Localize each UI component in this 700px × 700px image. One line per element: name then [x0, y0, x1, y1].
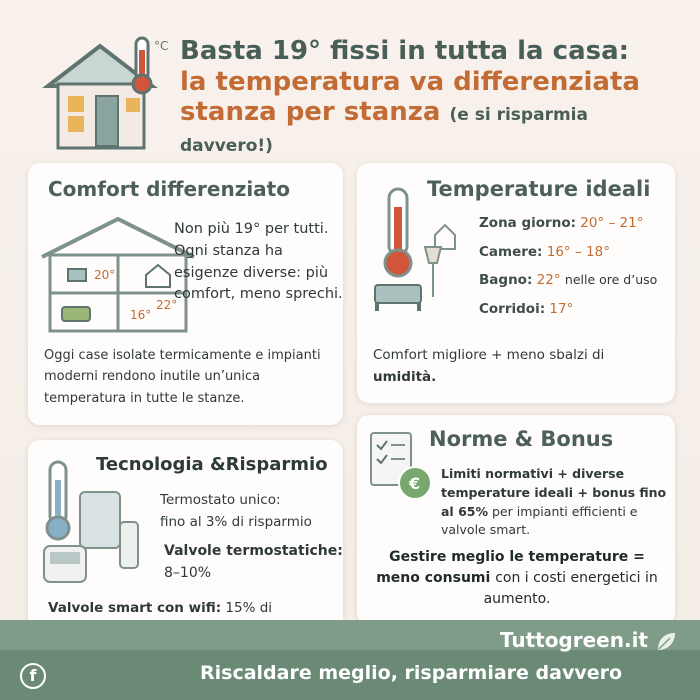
row-label: Camere:: [479, 243, 543, 260]
row-value: 22°: [536, 272, 561, 288]
facebook-icon[interactable]: f: [20, 663, 46, 689]
norms-text-rest: per impianti efficienti e valvole smart.: [441, 503, 638, 538]
valves-label: Valvole termostatiche:: [164, 543, 343, 559]
title-line-1: Basta 19° fissi in tutta la casa:: [180, 36, 630, 66]
norms-summary-c: con i costi energetici in aumento.: [483, 570, 658, 607]
tech-heading: Tecnologia &Risparmio: [96, 454, 328, 475]
ideal-row: [479, 217, 657, 231]
comfort-body: Oggi case isolate termicamente e impianti moderni rendono inutile un’unica temperatura in tutte le stanze.: [44, 348, 321, 406]
row-label: Zona giorno:: [479, 215, 576, 231]
tech-valves: [164, 540, 344, 585]
title-line-3: [180, 97, 680, 158]
thermometer-lamp-bed-icon: [369, 177, 481, 327]
tech-thermostat: [160, 490, 340, 533]
checklist-euro-icon: [367, 429, 437, 509]
svg-text:€: €: [409, 474, 421, 493]
comfort-heading: Comfort differenziato: [48, 177, 290, 201]
norms-text: [441, 465, 667, 540]
card-comfort: [28, 163, 343, 425]
row-note: nelle ore d’uso: [564, 272, 658, 287]
comfort-intro: Non più 19° per tutti. Ogni stanza ha esigenze diverse: più comfort, meno sprechi.: [174, 221, 343, 303]
ideal-row: [479, 274, 657, 288]
page-title: [180, 36, 680, 159]
card-norms-bonus: [357, 415, 675, 625]
smart-value: 15% di: [225, 600, 273, 616]
row-label: Corridoi:: [479, 300, 546, 317]
thermostat-value: fino al 3% di risparmio: [160, 513, 312, 530]
valves-value: 8–10%: [164, 565, 212, 582]
thermostat-label: Termostato unico:: [160, 492, 281, 508]
leaf-icon: [654, 630, 678, 654]
ideal-row: [479, 300, 657, 317]
ideal-list: [479, 217, 657, 331]
norms-summary-a: Gestire meglio le temperature =: [389, 549, 645, 565]
title-line-3-text: stanza per stanza: [180, 97, 441, 128]
ideal-footer: [373, 345, 663, 388]
norms-heading: Norme & Bonus: [429, 427, 614, 451]
temp-label-bath: 22°: [156, 298, 178, 312]
norms-summary-b: meno consumi: [376, 570, 491, 586]
title-line-2: la temperatura va differenziata: [180, 66, 640, 97]
smart-label: Valvole smart con wifi:: [48, 600, 222, 616]
row-label: Bagno:: [479, 272, 533, 288]
thermostat-valve-icon: [36, 452, 164, 602]
ideal-footer-b: umidità.: [373, 368, 437, 385]
row-value: 16° – 18°: [546, 243, 610, 260]
temp-label-day: 20°: [94, 268, 116, 282]
title-note: (e si risparmia davvero!): [180, 105, 588, 157]
svg-text:°C: °C: [154, 39, 169, 53]
card-technology: [28, 440, 343, 650]
footer-slogan: Riscaldare meglio, risparmiare davvero: [200, 662, 623, 684]
card-ideal-temperatures: [357, 163, 675, 403]
norms-text-bold: Limiti normativi + diverse temperature ideali + bonus fino al 65%: [441, 466, 667, 519]
ideal-heading: Temperature ideali: [427, 177, 651, 201]
norms-summary: [367, 547, 667, 610]
brand-name: Tuttogreen.it: [499, 628, 648, 652]
row-value: 20° – 21°: [580, 215, 644, 231]
row-value: 17°: [549, 300, 574, 317]
temp-label-night: 16°: [130, 308, 152, 322]
house-thermometer-icon: [40, 34, 180, 154]
ideal-footer-a: Comfort migliore + meno sbalzi di: [373, 347, 605, 363]
ideal-row: [479, 243, 657, 260]
